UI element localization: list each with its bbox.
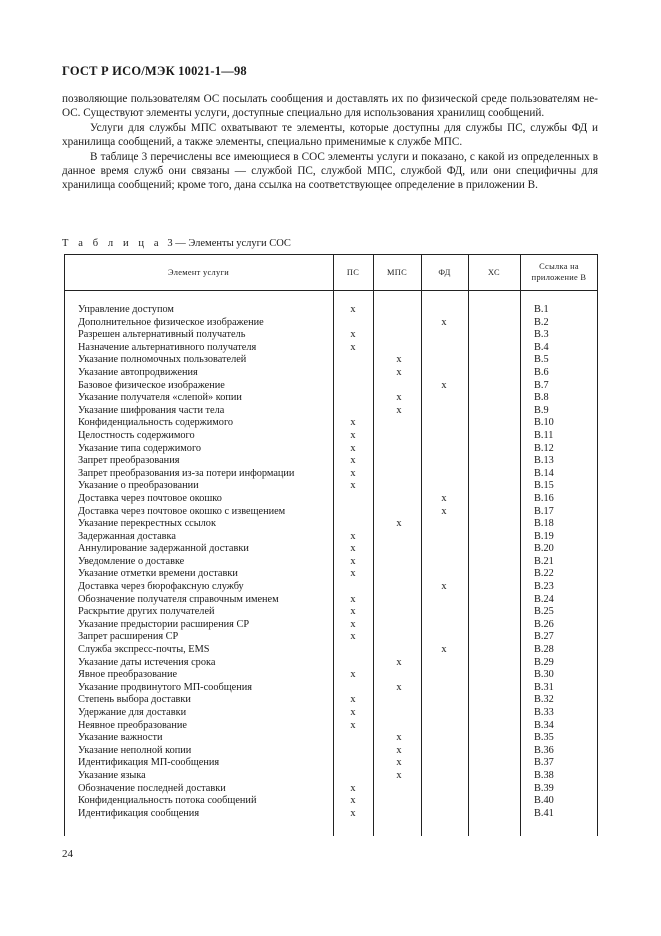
table-row: [64, 808, 598, 821]
cell-ref: B.24: [534, 593, 554, 605]
cell-ref: B.20: [534, 543, 554, 555]
cell-name: Указание получателя «слепой» копии: [78, 392, 242, 404]
cell-name: Обозначение последней доставки: [78, 782, 226, 794]
table-row: [64, 468, 598, 481]
cell-name: Базовое физическое изображение: [78, 379, 225, 391]
column-header-ps: ПС: [346, 267, 360, 277]
cell-ps: x: [350, 341, 356, 353]
cell-name: Указание продвинутого МП-сообщения: [78, 681, 252, 693]
cell-ps: x: [350, 568, 356, 580]
cell-name: Конфиденциальность потока сообщений: [78, 795, 257, 807]
paragraph: позволяющие пользователям ОС посылать сообщения и доставлять их по физической среде пользователям не-ОС. Существуют элементы услуги, доступные специально для использования хранилищ сообщений.: [62, 93, 598, 120]
cell-ps: x: [350, 442, 356, 454]
cell-name: Указание типа содержимого: [78, 442, 202, 454]
cell-name: Указание неполной копии: [78, 744, 192, 756]
cell-ref: B.30: [534, 669, 554, 681]
cell-ref: B.17: [534, 505, 554, 517]
cell-ps: x: [350, 467, 356, 479]
cell-name: Уведомление о доставке: [78, 555, 185, 567]
cell-name: Доставка через почтовое окошко: [78, 492, 222, 504]
cell-name: Запрет расширения СР: [78, 631, 179, 643]
cell-name: Удержание для доставки: [78, 707, 187, 718]
table-row: [64, 543, 598, 556]
table-row: [64, 631, 598, 644]
table-row: [64, 493, 598, 506]
cell-name: Степень выбора доставки: [78, 694, 191, 706]
cell-name: Указание языка: [78, 769, 146, 781]
table-row: [64, 694, 598, 707]
table-row: [64, 657, 598, 670]
cell-ps: x: [350, 694, 356, 706]
table-row: [64, 506, 598, 519]
cell-ref: B.19: [534, 530, 554, 542]
cell-ps: x: [350, 530, 356, 542]
cell-ref: B.23: [534, 581, 554, 593]
table-row: [64, 405, 598, 418]
column-header-ref: Ссылка на приложение В: [531, 262, 587, 282]
table-caption-text: 3 — Элементы услуги СОС: [167, 238, 291, 249]
cell-mps: x: [396, 769, 402, 781]
table-row: [64, 669, 598, 682]
cell-ref: B.16: [534, 492, 554, 504]
cell-ps: x: [350, 719, 356, 731]
cell-ref: B.38: [534, 769, 554, 781]
cell-ref: B.40: [534, 795, 554, 807]
cell-ref: B.36: [534, 744, 554, 756]
table-row: [64, 518, 598, 531]
cell-name: Раскрытие других получателей: [78, 606, 215, 618]
column-header-mps: МПС: [387, 267, 407, 277]
cell-mps: x: [396, 354, 402, 366]
table-row: [64, 354, 598, 367]
cell-ref: B.33: [534, 707, 554, 718]
cell-ref: B.5: [534, 354, 549, 366]
cell-ref: B.8: [534, 392, 549, 404]
cell-ps: x: [350, 669, 356, 681]
cell-mps: x: [396, 744, 402, 756]
cell-name: Указание предыстории расширения СР: [78, 618, 250, 630]
cell-name: Целостность содержимого: [78, 429, 195, 441]
cell-ref: B.22: [534, 568, 554, 580]
cell-ref: B.34: [534, 719, 554, 731]
cell-mps: x: [396, 732, 402, 744]
cell-fd: x: [441, 316, 447, 328]
cell-ref: B.35: [534, 732, 554, 744]
service-elements-table: [64, 254, 598, 836]
cell-ps: x: [350, 329, 356, 341]
cell-name: Указание важности: [78, 732, 163, 744]
cell-name: Указание перекрестных ссылок: [78, 518, 216, 530]
page-header: ГОСТ Р ИСО/МЭК 10021-1—98: [62, 64, 247, 78]
table-row: [64, 329, 598, 342]
column-header-hs: ХС: [488, 267, 500, 277]
table-row: [64, 430, 598, 443]
table-row: [64, 531, 598, 544]
column-header-element: Элемент услуги: [168, 267, 229, 277]
table-row: [64, 581, 598, 594]
cell-name: Указание даты истечения срока: [78, 656, 216, 668]
cell-name: Запрет преобразования: [78, 455, 180, 467]
table-header-border: [64, 290, 598, 291]
cell-name: Задержанная доставка: [78, 530, 176, 542]
table-row: [64, 392, 598, 405]
table-row: [64, 770, 598, 783]
cell-ref: B.15: [534, 480, 554, 492]
cell-ps: x: [350, 631, 356, 643]
table-row: [64, 342, 598, 355]
cell-name: Идентификация сообщения: [78, 807, 200, 819]
cell-ps: x: [350, 707, 356, 718]
cell-fd: x: [441, 505, 447, 517]
body-text: [62, 92, 598, 193]
cell-name: Запрет преобразования из-за потери информации: [78, 467, 295, 479]
cell-ref: B.2: [534, 316, 549, 328]
table-row: [64, 606, 598, 619]
cell-ps: x: [350, 606, 356, 618]
cell-ref: B.14: [534, 467, 554, 479]
table-row: [64, 443, 598, 456]
cell-ps: x: [350, 455, 356, 467]
cell-mps: x: [396, 757, 402, 769]
table-row: [64, 367, 598, 380]
cell-ps: x: [350, 304, 356, 315]
column-header-fd: ФД: [438, 267, 451, 277]
table-row: [64, 619, 598, 632]
cell-ps: x: [350, 782, 356, 794]
table-row: [64, 556, 598, 569]
cell-ref: B.25: [534, 606, 554, 618]
cell-mps: x: [396, 518, 402, 530]
table-row: [64, 757, 598, 770]
table-row: [64, 455, 598, 468]
cell-name: Дополнительное физическое изображение: [78, 316, 264, 328]
cell-ref: B.11: [534, 429, 554, 441]
cell-name: Аннулирование задержанной доставки: [78, 543, 249, 555]
table-row: [64, 594, 598, 607]
table-row: [64, 568, 598, 581]
cell-mps: x: [396, 366, 402, 378]
cell-ref: B.3: [534, 329, 549, 341]
table-row: [64, 745, 598, 758]
cell-name: Разрешен альтернативный получатель: [78, 329, 246, 341]
cell-fd: x: [441, 644, 447, 656]
cell-name: Указание полномочных пользователей: [78, 354, 247, 366]
table-row: [64, 480, 598, 493]
cell-ref: B.9: [534, 404, 549, 416]
table-caption-label: Т а б л и ц а: [62, 238, 163, 249]
table-row: [64, 380, 598, 393]
cell-name: Управление доступом: [78, 304, 174, 315]
cell-name: Указание отметки времени доставки: [78, 568, 238, 580]
cell-name: Доставка через почтовое окошко с извещением: [78, 505, 286, 517]
cell-name: Указание шифрования части тела: [78, 404, 225, 416]
cell-ps: x: [350, 429, 356, 441]
cell-ref: B.18: [534, 518, 554, 530]
cell-fd: x: [441, 379, 447, 391]
table-body: [64, 304, 598, 820]
cell-ref: B.32: [534, 694, 554, 706]
cell-mps: x: [396, 404, 402, 416]
cell-ref: B.26: [534, 618, 554, 630]
paragraph: В таблице 3 перечислены все имеющиеся в СОС элементы услуги и показано, с какой из определенных в данное время служб они связаны — службой ПС, службой МПС, службой ФД, или они специфичны для хранилища сообщений; кроме того, дана ссылка на соответствующее определение в приложении В.: [62, 150, 598, 192]
cell-ps: x: [350, 543, 356, 555]
cell-mps: x: [396, 392, 402, 404]
cell-name: Указание автопродвижения: [78, 366, 198, 378]
cell-ref: B.21: [534, 555, 554, 567]
cell-ps: x: [350, 480, 356, 492]
cell-name: Неявное преобразование: [78, 719, 187, 731]
cell-ref: B.39: [534, 782, 554, 794]
cell-name: Идентификация МП-сообщения: [78, 757, 220, 769]
cell-fd: x: [441, 581, 447, 593]
table-row: [64, 317, 598, 330]
cell-ps: x: [350, 618, 356, 630]
cell-ref: B.6: [534, 366, 549, 378]
cell-ref: B.27: [534, 631, 554, 643]
table-row: [64, 417, 598, 430]
cell-ref: B.4: [534, 341, 549, 353]
table-row: [64, 644, 598, 657]
page-number: 24: [62, 848, 73, 860]
cell-ref: B.41: [534, 807, 554, 819]
cell-name: Указание о преобразовании: [78, 480, 199, 492]
table-row: [64, 720, 598, 733]
table-row: [64, 304, 598, 317]
cell-ps: x: [350, 593, 356, 605]
cell-ref: B.1: [534, 304, 549, 315]
cell-name: Явное преобразование: [78, 669, 178, 681]
table-row: [64, 732, 598, 745]
cell-ps: x: [350, 555, 356, 567]
cell-ref: B.37: [534, 757, 554, 769]
cell-ref: B.31: [534, 681, 554, 693]
cell-ps: x: [350, 795, 356, 807]
cell-name: Назначение альтернативного получателя: [78, 341, 257, 353]
cell-name: Служба экспресс-почты, EMS: [78, 644, 210, 656]
cell-name: Конфиденциальность содержимого: [78, 417, 234, 429]
table-row: [64, 783, 598, 796]
cell-ref: B.12: [534, 442, 554, 454]
cell-ref: B.29: [534, 656, 554, 668]
paragraph: Услуги для службы МПС охватывают те элементы, которые доступны для службы ПС, службы ФД и хранилища сообщений, а также элементы, специально применимые к службе МПС.: [62, 121, 598, 149]
cell-ref: B.7: [534, 379, 549, 391]
table-row: [64, 707, 598, 720]
table-row: [64, 682, 598, 695]
table-row: [64, 795, 598, 808]
cell-ref: B.28: [534, 644, 554, 656]
cell-mps: x: [396, 656, 402, 668]
cell-ref: B.13: [534, 455, 554, 467]
cell-ref: B.10: [534, 417, 554, 429]
cell-mps: x: [396, 681, 402, 693]
cell-name: Доставка через бюрофаксную службу: [78, 581, 244, 593]
cell-fd: x: [441, 492, 447, 504]
cell-ps: x: [350, 807, 356, 819]
cell-name: Обозначение получателя справочным именем: [78, 593, 279, 605]
table-caption: [62, 238, 291, 249]
cell-ps: x: [350, 417, 356, 429]
